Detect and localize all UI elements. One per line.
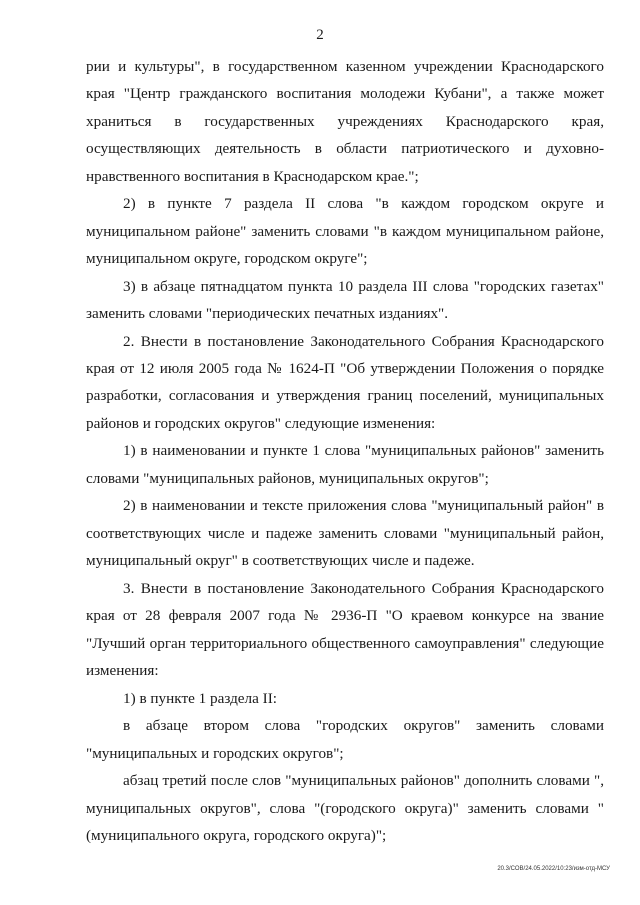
paragraph: 3) в абзаце пятнадцатом пункта 10 раздела III слова "городских газетах" заменить словами "периодических печатных изданиях". <box>86 277 604 323</box>
paragraph: 1) в наименовании и пункте 1 слова "муниципальных районов" заменить словами "муниципальных районов, муниципальных округов"; <box>86 442 604 487</box>
paragraph: рии и культуры", в государственном казенном учреждении Краснодарского края "Центр гражданского воспитания молодежи Кубани", а также может храниться в государственных учреждениях Краснодарского края, осуществляющих деятельность в области патриотического и духовно-нравственного воспитания в Краснодарском крае."; <box>86 58 604 185</box>
document-footer-code: 20.3/СОВ/24.05.2022/10:23/изм-отд-МСУ <box>497 866 610 872</box>
paragraph: абзац третий после слов "муниципальных районов" дополнить словами ", муниципальных округов", слова "(городского округа)" заменить словами "(муниципального округа, городского округа)"; <box>86 772 604 845</box>
paragraph: 2) в пункте 7 раздела II слова "в каждом городском округе и муниципальном районе" заменить словами "в каждом муниципальном районе, муниципальном округе, городском округе"; <box>86 195 604 268</box>
paragraph: 2. Внести в постановление Законодательного Собрания Краснодарского края от 12 июля 2005 года № 1624-П "Об утверждении Положения о порядке разработки, согласования и утверждения границ поселений, муниципальных районов и городских округов" следующие изменения: <box>86 332 604 432</box>
paragraph: 2) в наименовании и тексте приложения слова "муниципальный район" в соответствующих числе и падеже заменить словами "муниципальный район, муниципальный округ" в соответствующих числе и падеже. <box>86 497 604 570</box>
document-body <box>86 53 604 850</box>
page-number: 2 <box>316 27 324 43</box>
paragraph: 3. Внести в постановление Законодательного Собрания Краснодарского края от 28 февраля 2007 года № 2936-П "О краевом конкурсе на звание "Лучший орган территориального общественного самоуправления" следующие изменения: <box>86 579 604 680</box>
paragraph: в абзаце втором слова "городских округов" заменить словами "муниципальных и городских округов"; <box>86 717 604 762</box>
paragraph: 1) в пункте 1 раздела II: <box>123 689 277 707</box>
